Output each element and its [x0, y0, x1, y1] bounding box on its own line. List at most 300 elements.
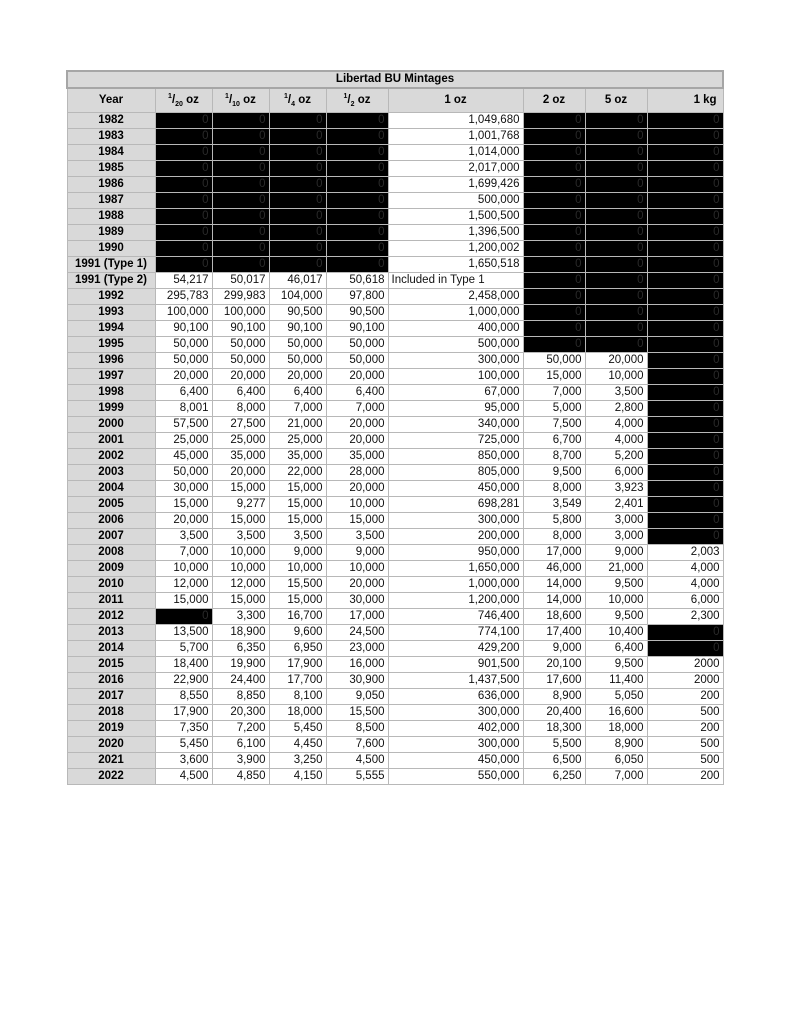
mintage-cell-twentieth-oz: 7,000 [155, 545, 212, 561]
header-row [67, 88, 723, 113]
table-row [67, 225, 723, 241]
mintage-cell-twentieth-oz: 90,100 [155, 321, 212, 337]
mintage-cell-twentieth-oz: 4,500 [155, 769, 212, 785]
mintage-cell-quarter-oz: 3,250 [269, 753, 326, 769]
not-issued-cell-five-oz: 0 [585, 337, 647, 353]
table-row [67, 177, 723, 193]
not-issued-cell-five-oz: 0 [585, 305, 647, 321]
mintage-cell-two-oz: 6,500 [523, 753, 585, 769]
mintage-cell-twentieth-oz: 25,000 [155, 433, 212, 449]
not-issued-cell-two-oz: 0 [523, 177, 585, 193]
table-row [67, 385, 723, 401]
not-issued-cell-half-oz: 0 [326, 145, 388, 161]
year-cell: 2007 [67, 529, 155, 545]
mintage-cell-half-oz: 28,000 [326, 465, 388, 481]
mintage-cell-tenth-oz: 35,000 [212, 449, 269, 465]
mintage-cell-twentieth-oz: 295,783 [155, 289, 212, 305]
mintage-cell-one-oz: 950,000 [388, 545, 523, 561]
mintage-cell-quarter-oz: 7,000 [269, 401, 326, 417]
table-row [67, 193, 723, 209]
table-row [67, 257, 723, 273]
mintage-cell-quarter-oz: 35,000 [269, 449, 326, 465]
mintage-cell-tenth-oz: 8,850 [212, 689, 269, 705]
mintage-cell-quarter-oz: 46,017 [269, 273, 326, 289]
mintage-cell-five-oz: 3,923 [585, 481, 647, 497]
mintage-cell-five-oz: 11,400 [585, 673, 647, 689]
mintage-cell-twentieth-oz: 50,000 [155, 337, 212, 353]
mintage-cell-quarter-oz: 25,000 [269, 433, 326, 449]
table-row [67, 433, 723, 449]
not-issued-cell-two-oz: 0 [523, 161, 585, 177]
mintage-cell-twentieth-oz: 5,450 [155, 737, 212, 753]
year-cell: 1983 [67, 129, 155, 145]
not-issued-cell-two-oz: 0 [523, 241, 585, 257]
mintage-cell-tenth-oz: 27,500 [212, 417, 269, 433]
not-issued-cell-quarter-oz: 0 [269, 225, 326, 241]
mintage-cell-twentieth-oz: 54,217 [155, 273, 212, 289]
not-issued-cell-half-oz: 0 [326, 241, 388, 257]
not-issued-cell-half-oz: 0 [326, 209, 388, 225]
not-issued-cell-half-oz: 0 [326, 225, 388, 241]
not-issued-cell-two-oz: 0 [523, 257, 585, 273]
not-issued-cell-two-oz: 0 [523, 129, 585, 145]
mintage-cell-five-oz: 9,500 [585, 609, 647, 625]
mintage-cell-two-oz: 9,500 [523, 465, 585, 481]
mintage-cell-two-oz: 17,000 [523, 545, 585, 561]
mintage-cell-one-oz: Included in Type 1 [388, 273, 523, 289]
mintage-cell-tenth-oz: 4,850 [212, 769, 269, 785]
not-issued-cell-one-kg: 0 [647, 513, 723, 529]
not-issued-cell-five-oz: 0 [585, 321, 647, 337]
not-issued-cell-two-oz: 0 [523, 273, 585, 289]
not-issued-cell-twentieth-oz: 0 [155, 113, 212, 129]
mintage-cell-half-oz: 50,618 [326, 273, 388, 289]
mintage-cell-half-oz: 10,000 [326, 561, 388, 577]
not-issued-cell-tenth-oz: 0 [212, 193, 269, 209]
mintage-cell-quarter-oz: 50,000 [269, 337, 326, 353]
not-issued-cell-two-oz: 0 [523, 193, 585, 209]
not-issued-cell-tenth-oz: 0 [212, 241, 269, 257]
year-cell: 2009 [67, 561, 155, 577]
mintage-cell-half-oz: 24,500 [326, 625, 388, 641]
mintage-cell-five-oz: 9,500 [585, 657, 647, 673]
mintage-cell-quarter-oz: 50,000 [269, 353, 326, 369]
mintage-cell-twentieth-oz: 100,000 [155, 305, 212, 321]
not-issued-cell-five-oz: 0 [585, 273, 647, 289]
header-quarter-oz: $^1/_4$ oz [269, 88, 326, 113]
not-issued-cell-quarter-oz: 0 [269, 177, 326, 193]
year-cell: 1996 [67, 353, 155, 369]
mintage-cell-twentieth-oz: 3,500 [155, 529, 212, 545]
mintage-cell-five-oz: 4,000 [585, 417, 647, 433]
table-row [67, 113, 723, 129]
mintage-cell-twentieth-oz: 18,400 [155, 657, 212, 673]
mintage-cell-five-oz: 6,000 [585, 465, 647, 481]
year-cell: 1987 [67, 193, 155, 209]
mintage-cell-half-oz: 50,000 [326, 337, 388, 353]
table-row [67, 673, 723, 689]
table-row [67, 369, 723, 385]
year-cell: 2000 [67, 417, 155, 433]
mintage-cell-tenth-oz: 90,100 [212, 321, 269, 337]
mintage-cell-twentieth-oz: 45,000 [155, 449, 212, 465]
mintage-cell-quarter-oz: 18,000 [269, 705, 326, 721]
mintage-cell-quarter-oz: 6,400 [269, 385, 326, 401]
mintage-cell-one-oz: 300,000 [388, 353, 523, 369]
mintage-cell-tenth-oz: 20,000 [212, 369, 269, 385]
mintage-cell-half-oz: 90,100 [326, 321, 388, 337]
mintage-cell-one-kg: 500 [647, 753, 723, 769]
year-cell: 2006 [67, 513, 155, 529]
mintage-cell-quarter-oz: 17,700 [269, 673, 326, 689]
not-issued-cell-five-oz: 0 [585, 177, 647, 193]
mintage-cell-twentieth-oz: 50,000 [155, 465, 212, 481]
mintage-cell-two-oz: 7,000 [523, 385, 585, 401]
mintage-cell-quarter-oz: 15,500 [269, 577, 326, 593]
mintage-cell-one-oz: 725,000 [388, 433, 523, 449]
mintage-cell-quarter-oz: 90,500 [269, 305, 326, 321]
mintage-cell-half-oz: 15,500 [326, 705, 388, 721]
table-row [67, 321, 723, 337]
header-twentieth-oz: $^1/_{20}$ oz [155, 88, 212, 113]
not-issued-cell-twentieth-oz: 0 [155, 129, 212, 145]
mintage-cell-two-oz: 50,000 [523, 353, 585, 369]
mintage-cell-tenth-oz: 9,277 [212, 497, 269, 513]
mintage-cell-half-oz: 8,500 [326, 721, 388, 737]
not-issued-cell-one-kg: 0 [647, 273, 723, 289]
mintage-cell-half-oz: 9,000 [326, 545, 388, 561]
mintage-cell-five-oz: 3,000 [585, 513, 647, 529]
mintage-cell-tenth-oz: 18,900 [212, 625, 269, 641]
table-row [67, 241, 723, 257]
not-issued-cell-half-oz: 0 [326, 129, 388, 145]
mintage-cell-half-oz: 16,000 [326, 657, 388, 673]
table-row [67, 337, 723, 353]
mintage-cell-tenth-oz: 10,000 [212, 561, 269, 577]
table-row [67, 529, 723, 545]
mintage-table [66, 70, 724, 785]
mintage-cell-tenth-oz: 20,300 [212, 705, 269, 721]
mintage-cell-one-oz: 850,000 [388, 449, 523, 465]
table-body [67, 113, 723, 785]
mintage-cell-half-oz: 5,555 [326, 769, 388, 785]
mintage-cell-quarter-oz: 17,900 [269, 657, 326, 673]
not-issued-cell-five-oz: 0 [585, 209, 647, 225]
mintage-cell-one-oz: 2,017,000 [388, 161, 523, 177]
mintage-cell-quarter-oz: 104,000 [269, 289, 326, 305]
year-cell: 1986 [67, 177, 155, 193]
year-cell: 2005 [67, 497, 155, 513]
year-cell: 2017 [67, 689, 155, 705]
mintage-cell-two-oz: 5,800 [523, 513, 585, 529]
not-issued-cell-half-oz: 0 [326, 161, 388, 177]
mintage-cell-half-oz: 97,800 [326, 289, 388, 305]
mintage-cell-tenth-oz: 3,900 [212, 753, 269, 769]
mintage-cell-tenth-oz: 25,000 [212, 433, 269, 449]
not-issued-cell-one-kg: 0 [647, 193, 723, 209]
mintage-cell-five-oz: 8,900 [585, 737, 647, 753]
mintage-cell-quarter-oz: 16,700 [269, 609, 326, 625]
table-row [67, 545, 723, 561]
year-cell: 1984 [67, 145, 155, 161]
not-issued-cell-five-oz: 0 [585, 193, 647, 209]
mintage-cell-tenth-oz: 7,200 [212, 721, 269, 737]
not-issued-cell-twentieth-oz: 0 [155, 193, 212, 209]
mintage-cell-half-oz: 90,500 [326, 305, 388, 321]
mintage-cell-one-oz: 500,000 [388, 193, 523, 209]
not-issued-cell-one-kg: 0 [647, 321, 723, 337]
mintage-cell-two-oz: 46,000 [523, 561, 585, 577]
not-issued-cell-quarter-oz: 0 [269, 193, 326, 209]
mintage-cell-twentieth-oz: 20,000 [155, 369, 212, 385]
not-issued-cell-one-kg: 0 [647, 417, 723, 433]
mintage-cell-two-oz: 9,000 [523, 641, 585, 657]
not-issued-cell-one-kg: 0 [647, 625, 723, 641]
mintage-cell-tenth-oz: 3,500 [212, 529, 269, 545]
year-cell: 1991 (Type 1) [67, 257, 155, 273]
table-row [67, 305, 723, 321]
mintage-cell-one-oz: 300,000 [388, 737, 523, 753]
table-row [67, 769, 723, 785]
year-cell: 2004 [67, 481, 155, 497]
header-one-kg: 1 kg [647, 88, 723, 113]
year-cell: 1994 [67, 321, 155, 337]
mintage-cell-two-oz: 7,500 [523, 417, 585, 433]
table-row [67, 561, 723, 577]
mintage-cell-quarter-oz: 4,450 [269, 737, 326, 753]
mintage-cell-quarter-oz: 6,950 [269, 641, 326, 657]
mintage-cell-one-oz: 1,699,426 [388, 177, 523, 193]
mintage-cell-one-oz: 2,458,000 [388, 289, 523, 305]
mintage-cell-quarter-oz: 20,000 [269, 369, 326, 385]
header-year: Year [67, 88, 155, 113]
not-issued-cell-one-kg: 0 [647, 161, 723, 177]
header-tenth-oz: $^1/_{10}$ oz [212, 88, 269, 113]
mintage-cell-two-oz: 5,500 [523, 737, 585, 753]
not-issued-cell-one-kg: 0 [647, 177, 723, 193]
not-issued-cell-two-oz: 0 [523, 289, 585, 305]
mintage-cell-one-oz: 1,650,518 [388, 257, 523, 273]
table-row [67, 449, 723, 465]
mintage-cell-two-oz: 20,400 [523, 705, 585, 721]
not-issued-cell-tenth-oz: 0 [212, 225, 269, 241]
table-row [67, 497, 723, 513]
not-issued-cell-one-kg: 0 [647, 289, 723, 305]
year-cell: 1985 [67, 161, 155, 177]
not-issued-cell-one-kg: 0 [647, 353, 723, 369]
mintage-cell-half-oz: 50,000 [326, 353, 388, 369]
mintage-cell-tenth-oz: 15,000 [212, 513, 269, 529]
mintage-cell-two-oz: 20,100 [523, 657, 585, 673]
year-cell: 1982 [67, 113, 155, 129]
mintage-cell-tenth-oz: 8,000 [212, 401, 269, 417]
mintage-cell-five-oz: 5,200 [585, 449, 647, 465]
mintage-cell-two-oz: 17,600 [523, 673, 585, 689]
mintage-cell-five-oz: 6,400 [585, 641, 647, 657]
mintage-cell-quarter-oz: 15,000 [269, 481, 326, 497]
year-cell: 2013 [67, 625, 155, 641]
mintage-cell-two-oz: 8,700 [523, 449, 585, 465]
year-cell: 2010 [67, 577, 155, 593]
not-issued-cell-one-kg: 0 [647, 241, 723, 257]
mintage-cell-quarter-oz: 22,000 [269, 465, 326, 481]
mintage-cell-one-kg: 2000 [647, 657, 723, 673]
mintage-cell-quarter-oz: 10,000 [269, 561, 326, 577]
not-issued-cell-twentieth-oz: 0 [155, 161, 212, 177]
not-issued-cell-one-kg: 0 [647, 257, 723, 273]
mintage-cell-one-oz: 1,200,000 [388, 593, 523, 609]
mintage-cell-tenth-oz: 20,000 [212, 465, 269, 481]
mintage-cell-one-oz: 1,000,000 [388, 305, 523, 321]
mintage-cell-quarter-oz: 4,150 [269, 769, 326, 785]
mintage-cell-one-kg: 2,003 [647, 545, 723, 561]
mintage-cell-one-oz: 1,650,000 [388, 561, 523, 577]
mintage-cell-half-oz: 20,000 [326, 481, 388, 497]
not-issued-cell-one-kg: 0 [647, 305, 723, 321]
mintage-cell-tenth-oz: 50,017 [212, 273, 269, 289]
mintage-cell-half-oz: 15,000 [326, 513, 388, 529]
table-row [67, 513, 723, 529]
mintage-cell-tenth-oz: 6,400 [212, 385, 269, 401]
not-issued-cell-one-kg: 0 [647, 129, 723, 145]
mintage-cell-two-oz: 8,900 [523, 689, 585, 705]
not-issued-cell-five-oz: 0 [585, 289, 647, 305]
mintage-cell-one-oz: 100,000 [388, 369, 523, 385]
mintage-cell-two-oz: 17,400 [523, 625, 585, 641]
mintage-cell-half-oz: 20,000 [326, 577, 388, 593]
not-issued-cell-quarter-oz: 0 [269, 241, 326, 257]
table-row [67, 289, 723, 305]
not-issued-cell-five-oz: 0 [585, 241, 647, 257]
mintage-cell-one-kg: 200 [647, 721, 723, 737]
mintage-cell-twentieth-oz: 5,700 [155, 641, 212, 657]
not-issued-cell-quarter-oz: 0 [269, 209, 326, 225]
not-issued-cell-twentieth-oz: 0 [155, 145, 212, 161]
mintage-cell-half-oz: 9,050 [326, 689, 388, 705]
table-row [67, 689, 723, 705]
mintage-cell-twentieth-oz: 57,500 [155, 417, 212, 433]
mintage-cell-twentieth-oz: 13,500 [155, 625, 212, 641]
not-issued-cell-tenth-oz: 0 [212, 209, 269, 225]
mintage-cell-one-oz: 636,000 [388, 689, 523, 705]
mintage-cell-one-oz: 805,000 [388, 465, 523, 481]
mintage-cell-quarter-oz: 15,000 [269, 497, 326, 513]
not-issued-cell-one-kg: 0 [647, 369, 723, 385]
not-issued-cell-five-oz: 0 [585, 129, 647, 145]
not-issued-cell-twentieth-oz: 0 [155, 209, 212, 225]
table-row [67, 641, 723, 657]
table-row [67, 753, 723, 769]
year-cell: 1997 [67, 369, 155, 385]
not-issued-cell-one-kg: 0 [647, 641, 723, 657]
table-row [67, 145, 723, 161]
not-issued-cell-tenth-oz: 0 [212, 161, 269, 177]
year-cell: 1988 [67, 209, 155, 225]
mintage-cell-one-oz: 1,500,500 [388, 209, 523, 225]
mintage-cell-one-oz: 450,000 [388, 753, 523, 769]
title-row [67, 71, 723, 88]
not-issued-cell-tenth-oz: 0 [212, 129, 269, 145]
year-cell: 2002 [67, 449, 155, 465]
not-issued-cell-quarter-oz: 0 [269, 145, 326, 161]
mintage-cell-quarter-oz: 15,000 [269, 513, 326, 529]
mintage-cell-one-oz: 300,000 [388, 513, 523, 529]
year-cell: 2016 [67, 673, 155, 689]
mintage-cell-twentieth-oz: 20,000 [155, 513, 212, 529]
table-row [67, 417, 723, 433]
mintage-cell-twentieth-oz: 8,001 [155, 401, 212, 417]
mintage-cell-twentieth-oz: 22,900 [155, 673, 212, 689]
mintage-cell-five-oz: 9,500 [585, 577, 647, 593]
not-issued-cell-one-kg: 0 [647, 401, 723, 417]
not-issued-cell-one-kg: 0 [647, 465, 723, 481]
mintage-cell-one-oz: 1,000,000 [388, 577, 523, 593]
mintage-cell-twentieth-oz: 8,550 [155, 689, 212, 705]
header-two-oz: 2 oz [523, 88, 585, 113]
table-row [67, 353, 723, 369]
mintage-cell-twentieth-oz: 15,000 [155, 497, 212, 513]
not-issued-cell-one-kg: 0 [647, 449, 723, 465]
not-issued-cell-five-oz: 0 [585, 257, 647, 273]
mintage-cell-tenth-oz: 12,000 [212, 577, 269, 593]
mintage-cell-five-oz: 18,000 [585, 721, 647, 737]
mintage-cell-twentieth-oz: 17,900 [155, 705, 212, 721]
mintage-cell-five-oz: 20,000 [585, 353, 647, 369]
not-issued-cell-one-kg: 0 [647, 113, 723, 129]
not-issued-cell-quarter-oz: 0 [269, 257, 326, 273]
mintage-cell-twentieth-oz: 3,600 [155, 753, 212, 769]
not-issued-cell-one-kg: 0 [647, 145, 723, 161]
mintage-cell-two-oz: 18,300 [523, 721, 585, 737]
mintage-cell-tenth-oz: 6,100 [212, 737, 269, 753]
mintage-cell-two-oz: 18,600 [523, 609, 585, 625]
mintage-cell-one-kg: 2000 [647, 673, 723, 689]
not-issued-cell-quarter-oz: 0 [269, 161, 326, 177]
mintage-cell-five-oz: 5,050 [585, 689, 647, 705]
mintage-sheet [66, 70, 722, 785]
mintage-cell-five-oz: 4,000 [585, 433, 647, 449]
not-issued-cell-tenth-oz: 0 [212, 113, 269, 129]
mintage-cell-two-oz: 8,000 [523, 529, 585, 545]
table-row [67, 129, 723, 145]
mintage-cell-half-oz: 30,000 [326, 593, 388, 609]
mintage-cell-tenth-oz: 15,000 [212, 481, 269, 497]
mintage-cell-one-oz: 774,100 [388, 625, 523, 641]
mintage-cell-one-oz: 95,000 [388, 401, 523, 417]
mintage-cell-one-oz: 1,014,000 [388, 145, 523, 161]
mintage-cell-quarter-oz: 15,000 [269, 593, 326, 609]
mintage-cell-one-oz: 901,500 [388, 657, 523, 673]
mintage-cell-one-oz: 450,000 [388, 481, 523, 497]
not-issued-cell-two-oz: 0 [523, 305, 585, 321]
mintage-cell-one-oz: 340,000 [388, 417, 523, 433]
mintage-cell-five-oz: 6,050 [585, 753, 647, 769]
not-issued-cell-two-oz: 0 [523, 209, 585, 225]
mintage-cell-one-kg: 200 [647, 689, 723, 705]
mintage-cell-one-oz: 746,400 [388, 609, 523, 625]
not-issued-cell-five-oz: 0 [585, 161, 647, 177]
not-issued-cell-twentieth-oz: 0 [155, 241, 212, 257]
year-cell: 1990 [67, 241, 155, 257]
mintage-cell-one-oz: 1,049,680 [388, 113, 523, 129]
not-issued-cell-one-kg: 0 [647, 225, 723, 241]
not-issued-cell-tenth-oz: 0 [212, 145, 269, 161]
not-issued-cell-twentieth-oz: 0 [155, 257, 212, 273]
mintage-cell-quarter-oz: 8,100 [269, 689, 326, 705]
mintage-cell-quarter-oz: 21,000 [269, 417, 326, 433]
year-cell: 2018 [67, 705, 155, 721]
year-cell: 1998 [67, 385, 155, 401]
